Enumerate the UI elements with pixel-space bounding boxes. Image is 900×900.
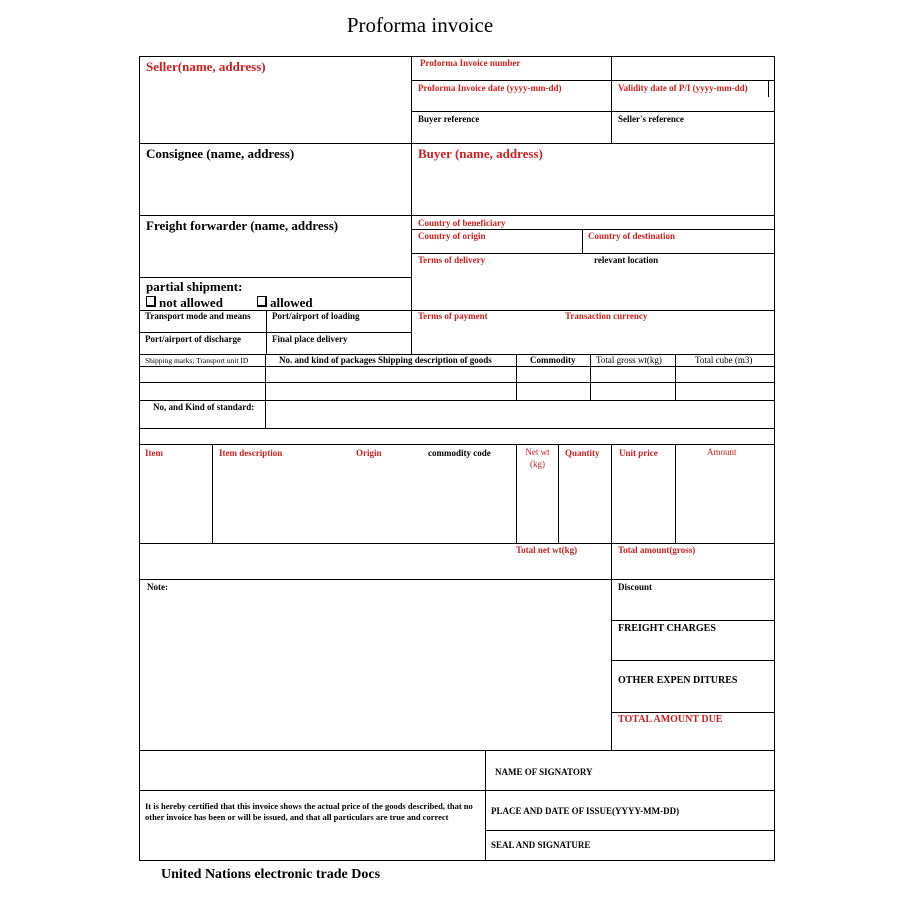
divider	[590, 354, 591, 400]
country-beneficiary-label: Country of beneficiary	[418, 218, 506, 228]
divider	[675, 444, 676, 543]
divider	[516, 354, 517, 400]
item-label: Item	[145, 448, 163, 458]
divider	[611, 620, 774, 621]
divider	[675, 354, 676, 400]
form-border-left	[139, 56, 140, 861]
amount-label: Amount	[707, 447, 737, 457]
divider	[582, 229, 583, 254]
form-border-right	[774, 56, 775, 861]
place-date-issue-label: PLACE AND DATE OF ISSUE(YYYY-MM-DD)	[491, 806, 680, 816]
divider	[611, 660, 774, 661]
footer-text: United Nations electronic trade Docs	[161, 867, 381, 882]
divider	[411, 310, 412, 355]
partial-shipment-label: partial shipment:	[146, 279, 243, 294]
unit-price-label: Unit price	[619, 448, 658, 458]
seal-signature-label: SEAL AND SIGNATURE	[491, 840, 591, 850]
relevant-location-label: relevant location	[594, 255, 659, 265]
commodity-code-label: commodity code	[428, 448, 491, 458]
allowed-label: allowed	[270, 295, 313, 310]
divider	[139, 400, 775, 401]
divider	[139, 579, 775, 580]
total-amount-label: Total amount(gross)	[618, 545, 696, 555]
divider	[139, 366, 775, 367]
certification-text: It is hereby certified that this invoice shows the actual price of the goods described, that no other invoice has been or will be issued, and that all particulars are true and correct	[145, 801, 473, 822]
proforma-number-label: Proforma Invoice number	[420, 58, 521, 68]
buyer-label: Buyer (name, address)	[418, 146, 543, 161]
allowed-checkbox[interactable]	[257, 296, 267, 307]
divider	[768, 80, 769, 97]
validity-date-label: Validity date of P/I (yyyy-mm-dd)	[618, 83, 748, 93]
consignee-label: Consignee (name, address)	[146, 146, 295, 161]
divider	[139, 444, 775, 445]
divider	[139, 428, 775, 429]
divider	[139, 143, 775, 144]
net-wt-label: Net wt	[525, 447, 550, 457]
freight-charges-label: FREIGHT CHARGES	[618, 623, 716, 634]
discount-label: Discount	[618, 582, 653, 592]
divider	[139, 543, 775, 544]
terms-payment-label: Terms of payment	[418, 311, 488, 321]
divider	[411, 80, 774, 81]
divider	[212, 444, 213, 543]
divider	[139, 790, 775, 791]
divider	[139, 750, 775, 751]
divider	[485, 750, 486, 860]
divider	[411, 111, 774, 112]
net-wt-unit-label: (kg)	[530, 459, 545, 469]
total-amount-due-label: TOTAL AMOUNT DUE	[618, 714, 723, 725]
total-net-label: Total net wt(kg)	[516, 545, 578, 555]
country-origin-label: Country of origin	[418, 231, 486, 241]
proforma-date-label: Proforma Invoice date (yyyy-mm-dd)	[418, 83, 562, 93]
transport-mode-label: Transport mode and means	[145, 311, 251, 321]
divider	[139, 277, 411, 278]
divider	[139, 215, 775, 216]
divider	[139, 382, 775, 383]
divider	[411, 253, 774, 254]
quantity-label: Quantity	[565, 448, 600, 458]
divider	[611, 444, 612, 750]
final-place-label: Final place delivery	[272, 334, 348, 344]
shipping-marks-label: Shipping marks; Transport unit ID	[145, 356, 249, 365]
divider	[611, 56, 612, 143]
commodity-label: Commodity	[530, 355, 576, 365]
standard-label: No, and Kind of standard:	[153, 402, 255, 412]
name-signatory-label: NAME OF SIGNATORY	[495, 767, 593, 777]
buyer-reference-label: Buyer reference	[418, 114, 480, 124]
country-destination-label: Country of destination	[588, 231, 676, 241]
seller-label: Seller(name, address)	[146, 59, 266, 74]
form-border-bottom	[139, 860, 775, 861]
origin-label: Origin	[356, 448, 382, 458]
cube-label: Total cube (m3)	[695, 355, 753, 365]
item-description-label: Item description	[219, 448, 283, 458]
packages-label: No. and kind of packages Shipping description of goods	[279, 355, 492, 365]
transaction-currency-label: Transaction currency	[565, 311, 648, 321]
port-discharge-label: Port/airport of discharge	[145, 334, 241, 344]
not-allowed-checkbox[interactable]	[146, 296, 156, 307]
divider	[611, 712, 774, 713]
divider	[411, 56, 412, 310]
freight-forwarder-label: Freight forwarder (name, address)	[146, 218, 339, 233]
divider	[558, 444, 559, 543]
divider	[139, 332, 411, 333]
divider	[411, 229, 774, 230]
port-loading-label: Port/airport of loading	[272, 311, 360, 321]
terms-delivery-label: Terms of delivery	[418, 255, 486, 265]
divider	[485, 830, 774, 831]
gross-wt-label: Total gross wt(kg)	[596, 355, 662, 365]
other-expenditures-label: OTHER EXPEN DITURES	[618, 675, 738, 686]
document-title: Proforma invoice	[346, 13, 494, 37]
seller-reference-label: Seller's reference	[618, 114, 684, 124]
note-label: Note:	[147, 582, 168, 592]
form-border-top	[139, 56, 775, 57]
not-allowed-label: not allowed	[159, 295, 223, 310]
